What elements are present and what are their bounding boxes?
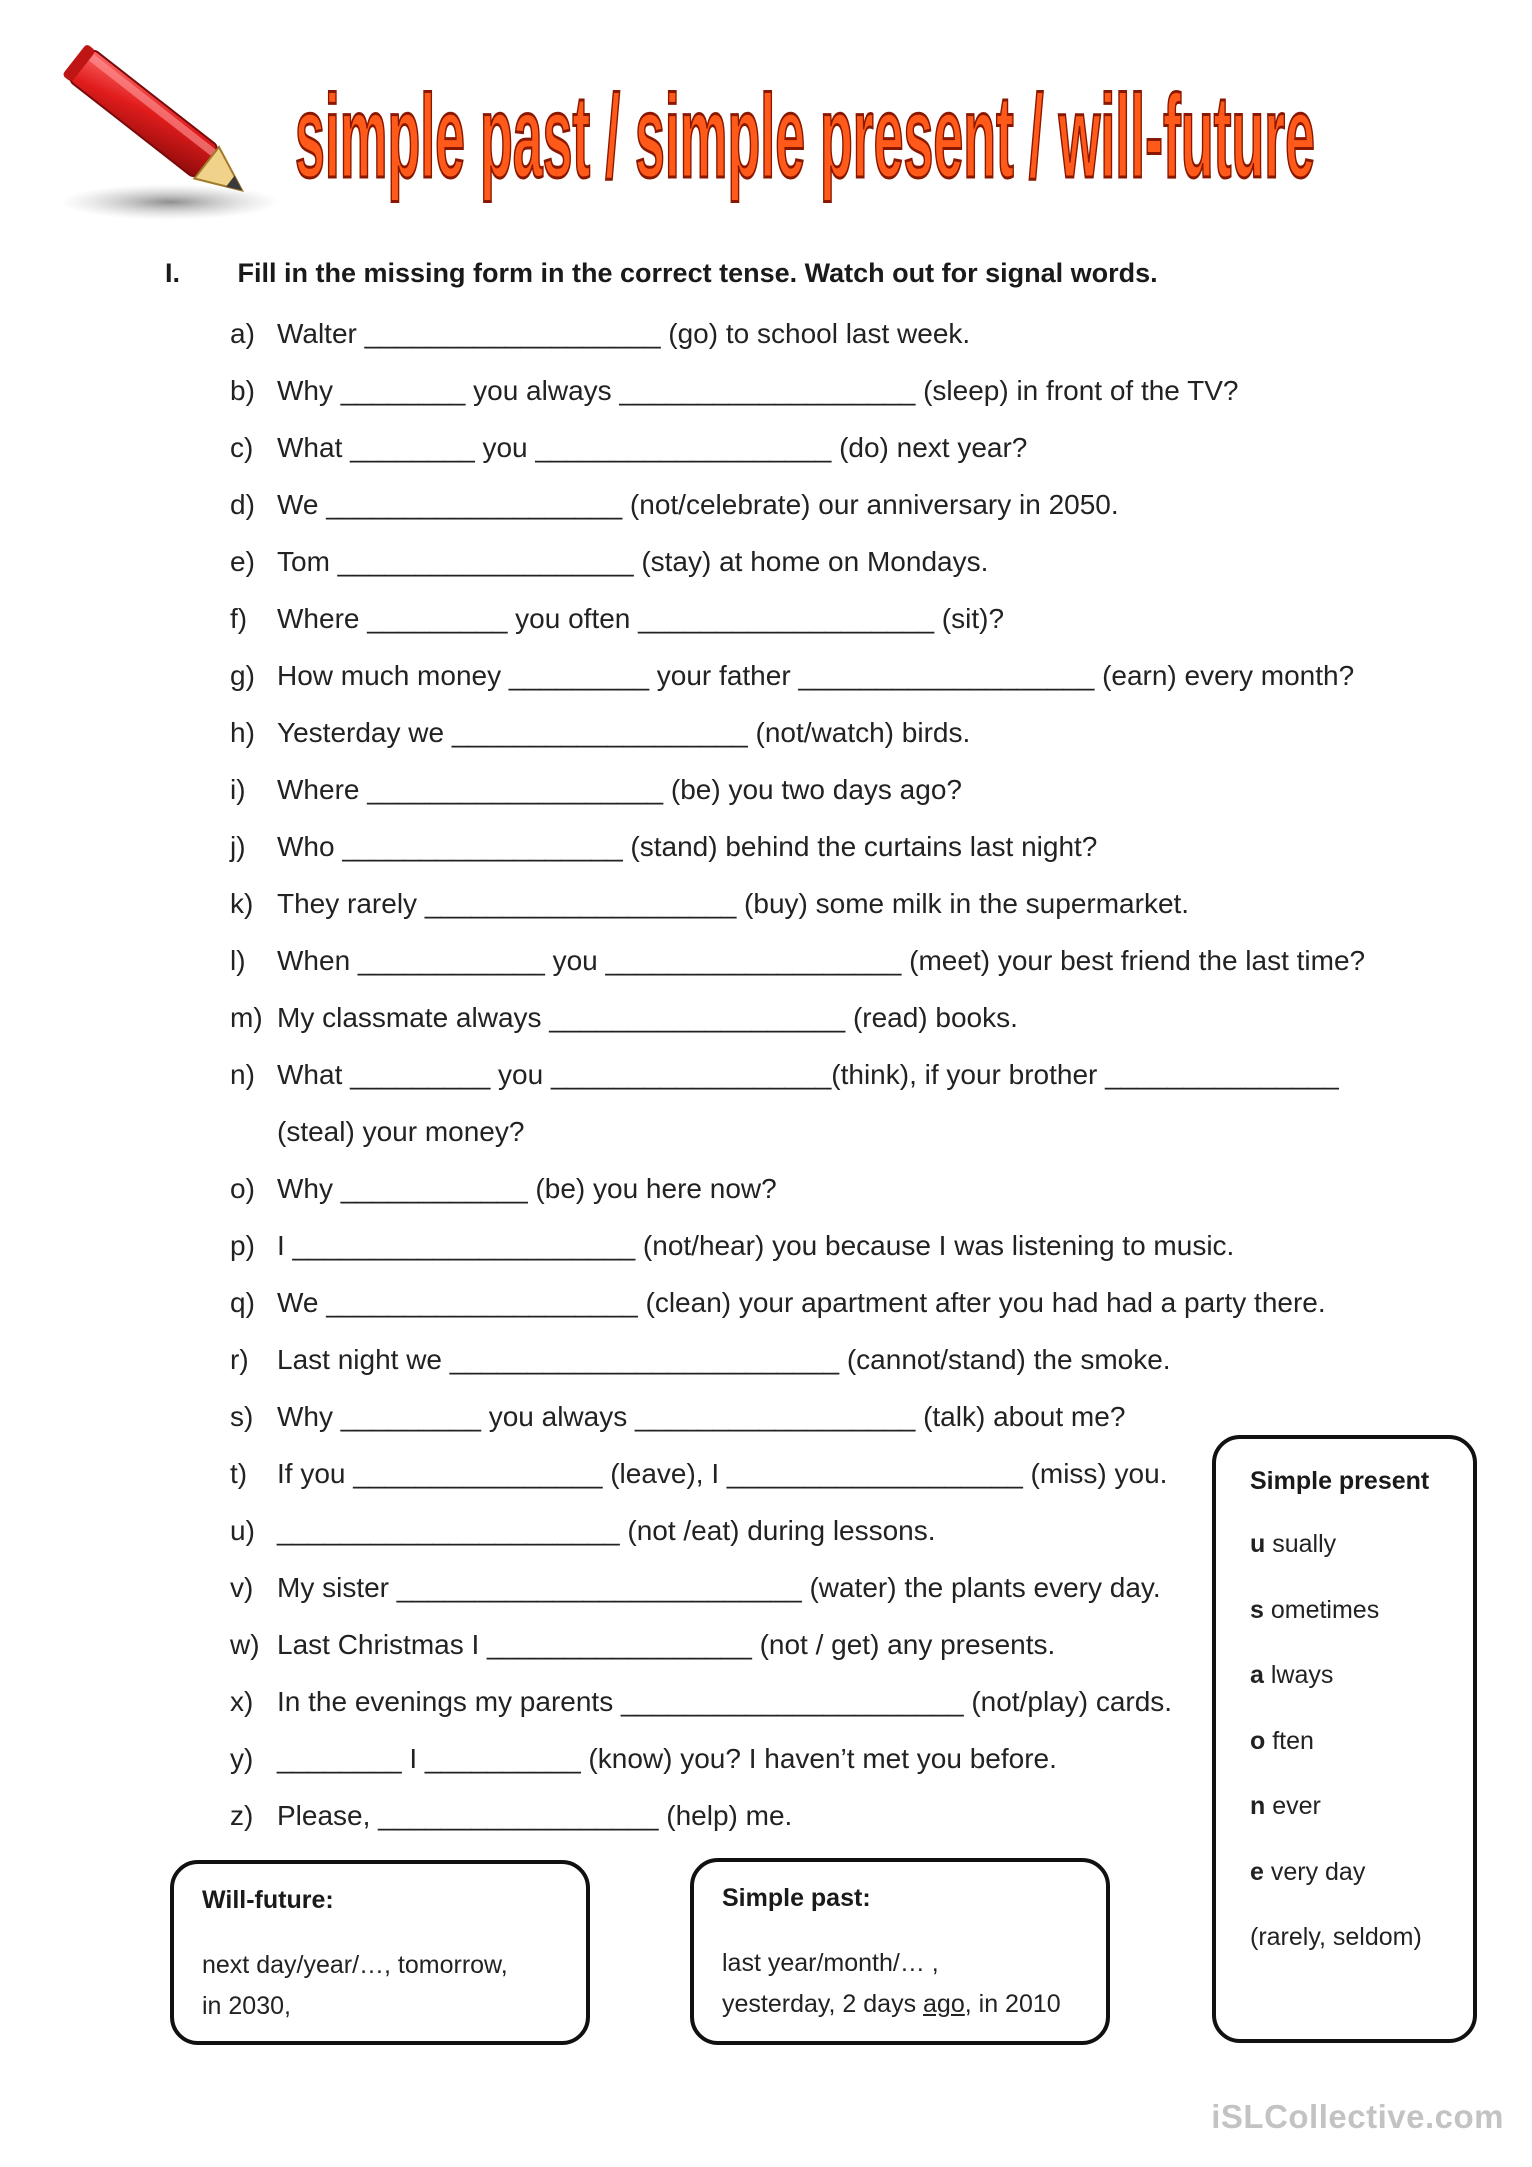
item-letter: x) — [230, 1686, 254, 1717]
simple-past-box — [690, 1858, 1110, 2045]
simple-past-line-2 — [722, 1984, 1078, 2025]
exercise-item-n — [230, 1051, 1410, 1108]
exercise-item-e — [230, 538, 1410, 595]
signal-rest: lways — [1263, 1661, 1334, 1689]
signal-initial: o — [1250, 1726, 1266, 1755]
item-text: How much money _________ your father ___________________ (earn) every month? — [277, 660, 1355, 691]
item-letter: p) — [230, 1230, 255, 1261]
task-instruction-text: Fill in the missing form in the correct tense. Watch out for signal words. — [237, 258, 1158, 288]
item-letter: h) — [230, 717, 255, 748]
item-text: If you ________________ (leave), I ___________________ (miss) you. — [277, 1458, 1168, 1489]
exercise-item-j — [230, 823, 1410, 880]
exercise-item-p — [230, 1222, 1410, 1279]
simple-past-ago: ago — [923, 1990, 965, 2018]
simple-past-title: Simple past: — [722, 1884, 871, 1912]
exercise-item-n-continued — [230, 1108, 1410, 1165]
exercise-item-g — [230, 652, 1410, 709]
signal-rest: ometimes — [1263, 1595, 1380, 1624]
signal-usually — [1250, 1512, 1439, 1578]
simple-past-signals — [722, 1943, 1078, 2025]
exercise-item-f — [230, 595, 1410, 652]
item-text: When ____________ you ___________________ (meet) your best friend the last time? — [277, 945, 1366, 976]
item-text: They rarely ____________________ (buy) some milk in the supermarket. — [277, 888, 1190, 919]
signal-initial: e — [1250, 1857, 1264, 1886]
item-letter: r) — [230, 1344, 249, 1375]
item-letter: d) — [230, 489, 255, 520]
item-text: ______________________ (not /eat) during lessons. — [277, 1515, 936, 1546]
item-text: Why ____________ (be) you here now? — [277, 1173, 777, 1204]
item-text: Please, __________________ (help) me. — [277, 1800, 793, 1831]
signal-initial: n — [1250, 1792, 1266, 1820]
will-future-title: Will-future: — [202, 1886, 334, 1914]
simple-past-line-1: last year/month/… , — [722, 1949, 939, 1977]
signal-initial: s — [1250, 1595, 1264, 1624]
item-letter: v) — [230, 1572, 254, 1603]
item-letter: j) — [230, 831, 246, 862]
item-text: We ___________________ (not/celebrate) our anniversary in 2050. — [277, 489, 1119, 520]
signal-always — [1250, 1643, 1439, 1709]
exercise-item-l — [230, 937, 1410, 994]
signal-rest: sually — [1265, 1530, 1337, 1558]
signal-rarely-seldom: (rarely, seldom) — [1250, 1923, 1422, 1951]
watermark: iSLCollective.com — [1211, 2098, 1504, 2135]
will-future-line-2: in 2030, — [202, 1992, 291, 2020]
item-text: Why _________ you always __________________ (talk) about me? — [277, 1401, 1126, 1432]
item-letter: t) — [230, 1458, 248, 1489]
item-letter: k) — [230, 888, 254, 919]
will-future-line-1: next day/year/…, tomorrow, — [202, 1951, 508, 1979]
item-text: Yesterday we ___________________ (not/watch) birds. — [277, 717, 971, 748]
item-text: In the evenings my parents ______________________ (not/play) cards. — [277, 1686, 1173, 1717]
item-text: Where ___________________ (be) you two days ago? — [277, 774, 962, 805]
exercise-item-h — [230, 709, 1410, 766]
pencil-icon — [50, 30, 280, 230]
simple-present-signals — [1250, 1512, 1439, 1971]
item-letter: o) — [230, 1173, 255, 1204]
item-letter: q) — [230, 1287, 255, 1318]
item-letter: g) — [230, 660, 255, 691]
exercise-item-q — [230, 1279, 1410, 1336]
item-text: (steal) your money? — [277, 1116, 525, 1147]
simple-present-title: Simple present — [1250, 1467, 1430, 1495]
item-text: What _________ you __________________(think), if your brother _______________ — [277, 1059, 1339, 1090]
will-future-box — [170, 1860, 590, 2045]
item-text: Tom ___________________ (stay) at home on Mondays. — [277, 546, 989, 577]
item-letter: f) — [230, 603, 248, 634]
exercise-item-d — [230, 481, 1410, 538]
item-text: Last Christmas I _________________ (not / get) any presents. — [277, 1629, 1056, 1660]
item-text: What ________ you ___________________ (do) next year? — [277, 432, 1028, 463]
item-letter: z) — [230, 1800, 254, 1831]
exercise-item-o — [230, 1165, 1410, 1222]
item-letter: b) — [230, 375, 255, 406]
page-title — [290, 55, 1340, 235]
signal-rest: ften — [1265, 1726, 1314, 1755]
signal-often — [1250, 1709, 1439, 1775]
exercise-item-m — [230, 994, 1410, 1051]
exercise-item-k — [230, 880, 1410, 937]
item-text: Who __________________ (stand) behind the curtains last night? — [277, 831, 1098, 862]
item-text: ________ I __________ (know) you? I haven’t met you before. — [277, 1743, 1057, 1774]
exercise-item-b — [230, 367, 1410, 424]
signal-every-day — [1250, 1840, 1439, 1906]
signal-initial: u — [1250, 1530, 1266, 1558]
item-letter: s) — [230, 1401, 254, 1432]
signal-never — [1250, 1774, 1439, 1840]
item-letter: a) — [230, 318, 255, 349]
task-instruction — [165, 258, 1158, 289]
item-letter: y) — [230, 1743, 254, 1774]
item-letter: l) — [230, 945, 246, 976]
simple-present-box — [1212, 1435, 1477, 2043]
signal-rest: very day — [1263, 1857, 1366, 1886]
item-letter: i) — [230, 774, 246, 805]
simple-past-line-2b: , in 2010 — [964, 1990, 1061, 2018]
item-text: I ______________________ (not/hear) you because I was listening to music. — [277, 1230, 1235, 1261]
item-text: Last night we _________________________ (cannot/stand) the smoke. — [277, 1344, 1171, 1375]
signal-rest: ever — [1265, 1792, 1321, 1820]
item-letter: n) — [230, 1059, 255, 1090]
item-letter: u) — [230, 1515, 255, 1546]
item-text: My sister __________________________ (water) the plants every day. — [277, 1572, 1161, 1603]
signal-sometimes — [1250, 1578, 1439, 1644]
item-letter: m) — [230, 1002, 263, 1033]
exercise-item-i — [230, 766, 1410, 823]
item-text: Walter ___________________ (go) to school last week. — [277, 318, 971, 349]
item-text: Where _________ you often ___________________ (sit)? — [277, 603, 1005, 634]
simple-past-line-2a: yesterday, 2 days — [722, 1990, 924, 2018]
exercise-item-c — [230, 424, 1410, 481]
exercise-item-r — [230, 1336, 1410, 1393]
task-number: I. — [165, 258, 181, 288]
will-future-signals — [202, 1945, 558, 2027]
exercise-item-a — [230, 310, 1410, 367]
item-letter: e) — [230, 546, 255, 577]
signal-initial: a — [1250, 1661, 1264, 1689]
title-text: simple past / simple present / will-future — [295, 71, 1315, 203]
item-text: We ____________________ (clean) your apartment after you had had a party there. — [277, 1287, 1326, 1318]
item-letter: w) — [230, 1629, 260, 1660]
item-text: My classmate always ___________________ (read) books. — [277, 1002, 1018, 1033]
item-text: Why ________ you always ___________________ (sleep) in front of the TV? — [277, 375, 1239, 406]
item-letter: c) — [230, 432, 254, 463]
